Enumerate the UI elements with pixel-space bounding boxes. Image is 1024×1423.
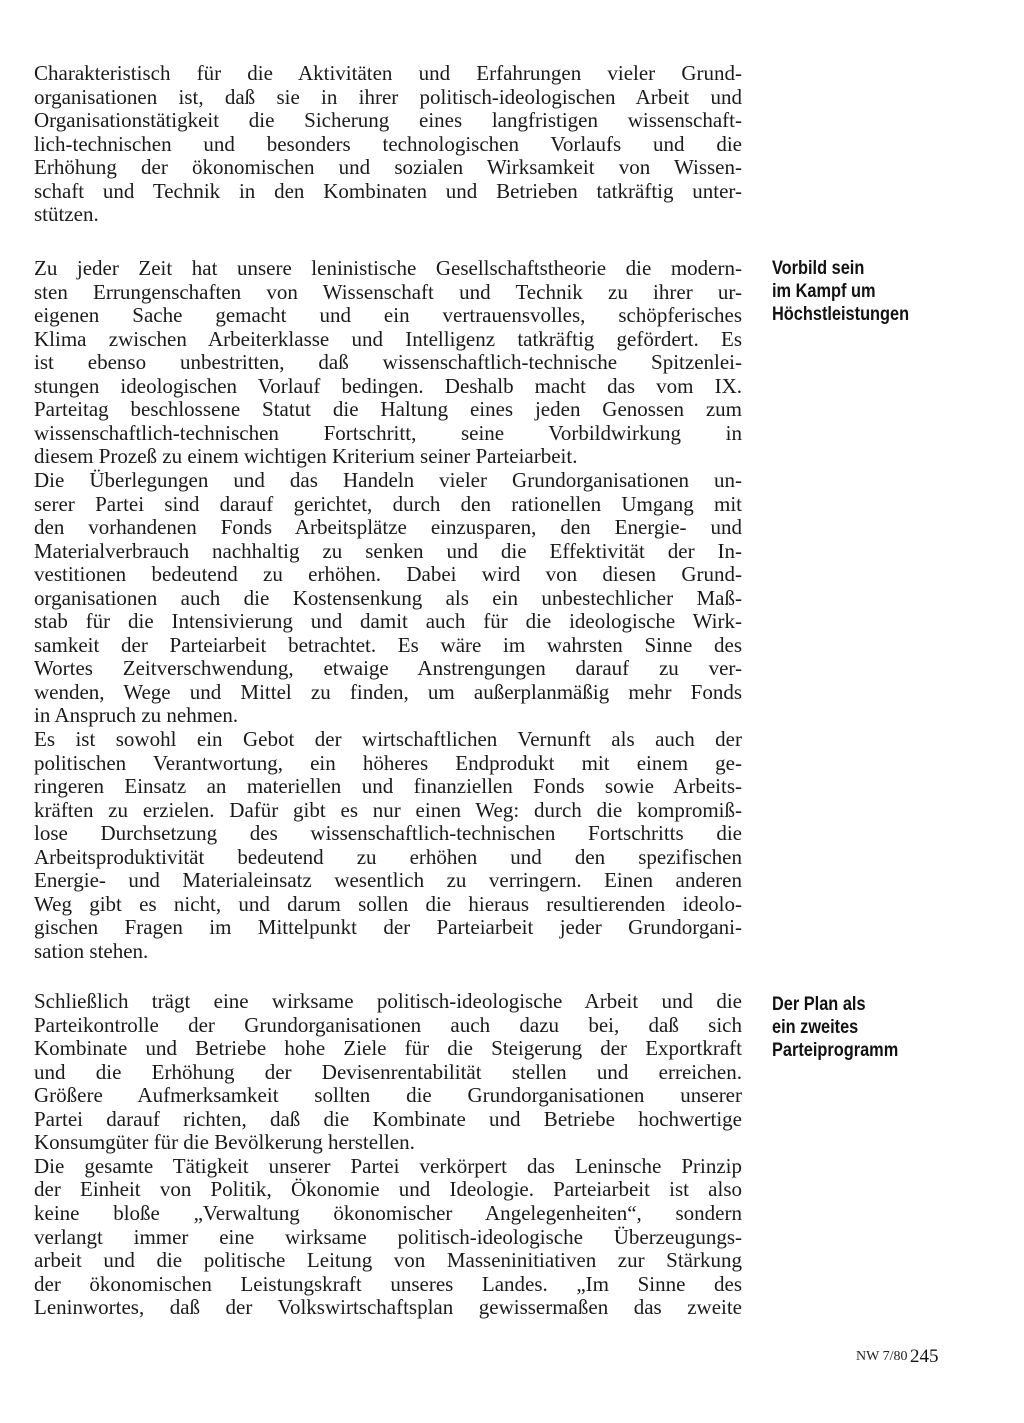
- text-line: Klima zwischen Arbeiterklasse und Intelligenz tatkräftig gefördert. Es: [34, 328, 742, 351]
- text-line: Parteikontrolle der Grundorganisationen auch dazu bei, daß sich: [34, 1014, 742, 1037]
- text-line: Wortes Zeitverschwendung, etwaige Anstrengungen darauf zu ver-: [34, 657, 742, 680]
- text-line: Arbeitsproduktivität bedeutend zu erhöhen und den spezifischen: [34, 846, 742, 869]
- text-line: ist ebenso unbestritten, daß wissenschaftlich-technische Spitzenlei-: [34, 351, 742, 374]
- text-line: Konsumgüter für die Bevölkerung herstellen.: [34, 1131, 415, 1154]
- text-line: gischen Fragen im Mittelpunkt der Parteiarbeit jeder Grundorgani-: [34, 916, 742, 939]
- text-line: stungen ideologischen Vorlauf bedingen. Deshalb macht das vom IX.: [34, 375, 742, 398]
- text-line: Erhöhung der ökonomischen und sozialen Wirksamkeit von Wissen-: [34, 156, 742, 179]
- text-line: Materialverbrauch nachhaltig zu senken und die Effektivität der In-: [34, 540, 742, 563]
- text-line: Größere Aufmerksamkeit sollten die Grundorganisationen unserer: [34, 1084, 742, 1107]
- text-line: lich-technischen und besonders technologischen Vorlaufs und die: [34, 133, 742, 156]
- text-line: Energie- und Materialeinsatz wesentlich zu verringern. Einen anderen: [34, 869, 742, 892]
- text-line: Die Überlegungen und das Handeln vieler Grundorganisationen un-: [34, 469, 742, 492]
- text-line: Parteitag beschlossene Statut die Haltung eines jeden Genossen zum: [34, 398, 742, 421]
- text-line: Kombinate und Betriebe hohe Ziele für die Steigerung der Exportkraft: [34, 1037, 742, 1060]
- text-line: der ökonomischen Leistungskraft unseres Landes. „Im Sinne des: [34, 1273, 742, 1296]
- text-line: diesem Prozeß zu einem wichtigen Kriterium seiner Parteiarbeit.: [34, 445, 578, 468]
- text-line: eigenen Sache gemacht und ein vertrauensvolles, schöpferisches: [34, 304, 742, 327]
- margin-heading-line: ein zweites: [772, 1017, 859, 1038]
- text-line: wissenschaftlich-technischen Fortschritt, seine Vorbildwirkung in: [34, 422, 742, 445]
- text-line: in Anspruch zu nehmen.: [34, 704, 239, 727]
- text-line: organisationen ist, daß sie in ihrer politisch-ideologischen Arbeit und: [34, 86, 742, 109]
- text-line: stützen.: [34, 203, 99, 226]
- margin-heading-line: Der Plan als: [772, 994, 866, 1015]
- text-line: sation stehen.: [34, 940, 149, 963]
- text-line: vestitionen bedeutend zu erhöhen. Dabei wird von diesen Grund-: [34, 563, 742, 586]
- text-line: politischen Verantwortung, ein höheres Endprodukt mit einem ge-: [34, 752, 742, 775]
- text-line: Die gesamte Tätigkeit unserer Partei verkörpert das Leninsche Prinzip: [34, 1155, 742, 1178]
- text-line: verlangt immer eine wirksame politisch-ideologische Überzeugungs-: [34, 1226, 742, 1249]
- margin-heading-line: im Kampf um: [772, 281, 876, 302]
- text-line: stab für die Intensivierung und damit auch für die ideologische Wirk-: [34, 610, 742, 633]
- text-line: wenden, Wege und Mittel zu finden, um außerplanmäßig mehr Fonds: [34, 681, 742, 704]
- text-line: lose Durchsetzung des wissenschaftlich-technischen Fortschritts die: [34, 822, 742, 845]
- margin-heading-line: Vorbild sein: [772, 258, 865, 279]
- issue-label: NW 7/80: [856, 1349, 908, 1364]
- text-line: Organisationstätigkeit die Sicherung eines langfristigen wissenschaft-: [34, 109, 742, 132]
- text-line: Es ist sowohl ein Gebot der wirtschaftlichen Vernunft als auch der: [34, 728, 742, 751]
- text-line: serer Partei sind darauf gerichtet, durch den rationellen Umgang mit: [34, 493, 742, 516]
- text-line: samkeit der Parteiarbeit betrachtet. Es wäre im wahrsten Sinne des: [34, 634, 742, 657]
- margin-heading-plan: [772, 993, 919, 1062]
- text-line: schaft und Technik in den Kombinaten und Betrieben tatkräftig unter-: [34, 180, 742, 203]
- margin-heading-line: Höchstleistungen: [772, 304, 910, 325]
- text-line: organisationen auch die Kostensenkung als ein unbestechlicher Maß-: [34, 587, 742, 610]
- text-line: sten Errungenschaften von Wissenschaft und Technik zu ihrer ur-: [34, 281, 742, 304]
- text-line: kräften zu erzielen. Dafür gibt es nur einen Weg: durch die kompromiß-: [34, 799, 742, 822]
- text-line: keine bloße „Verwaltung ökonomischer Angelegenheiten“, sondern: [34, 1202, 742, 1225]
- page-number: 245: [910, 1346, 939, 1367]
- text-line: Weg gibt es nicht, und darum sollen die hieraus resultierenden ideolo-: [34, 893, 742, 916]
- margin-heading-vorbild: [772, 257, 931, 326]
- text-line: und die Erhöhung der Devisenrentabilität stellen und erreichen.: [34, 1061, 742, 1084]
- text-line: Zu jeder Zeit hat unsere leninistische Gesellschaftstheorie die modern-: [34, 257, 742, 280]
- text-line: Schließlich trägt eine wirksame politisch-ideologische Arbeit und die: [34, 990, 742, 1013]
- text-line: ringeren Einsatz an materiellen und finanziellen Fonds sowie Arbeits-: [34, 775, 742, 798]
- text-line: Charakteristisch für die Aktivitäten und Erfahrungen vieler Grund-: [34, 62, 742, 85]
- text-line: arbeit und die politische Leitung von Masseninitiativen zur Stärkung: [34, 1249, 742, 1272]
- text-line: Leninwortes, daß der Volkswirtschaftsplan gewissermaßen das zweite: [34, 1296, 742, 1319]
- text-line: Partei darauf richten, daß die Kombinate und Betriebe hochwertige: [34, 1108, 742, 1131]
- text-line: den vorhandenen Fonds Arbeitsplätze einzusparen, den Energie- und: [34, 516, 742, 539]
- margin-heading-line: Parteiprogramm: [772, 1040, 899, 1061]
- text-line: der Einheit von Politik, Ökonomie und Ideologie. Parteiarbeit ist also: [34, 1178, 742, 1201]
